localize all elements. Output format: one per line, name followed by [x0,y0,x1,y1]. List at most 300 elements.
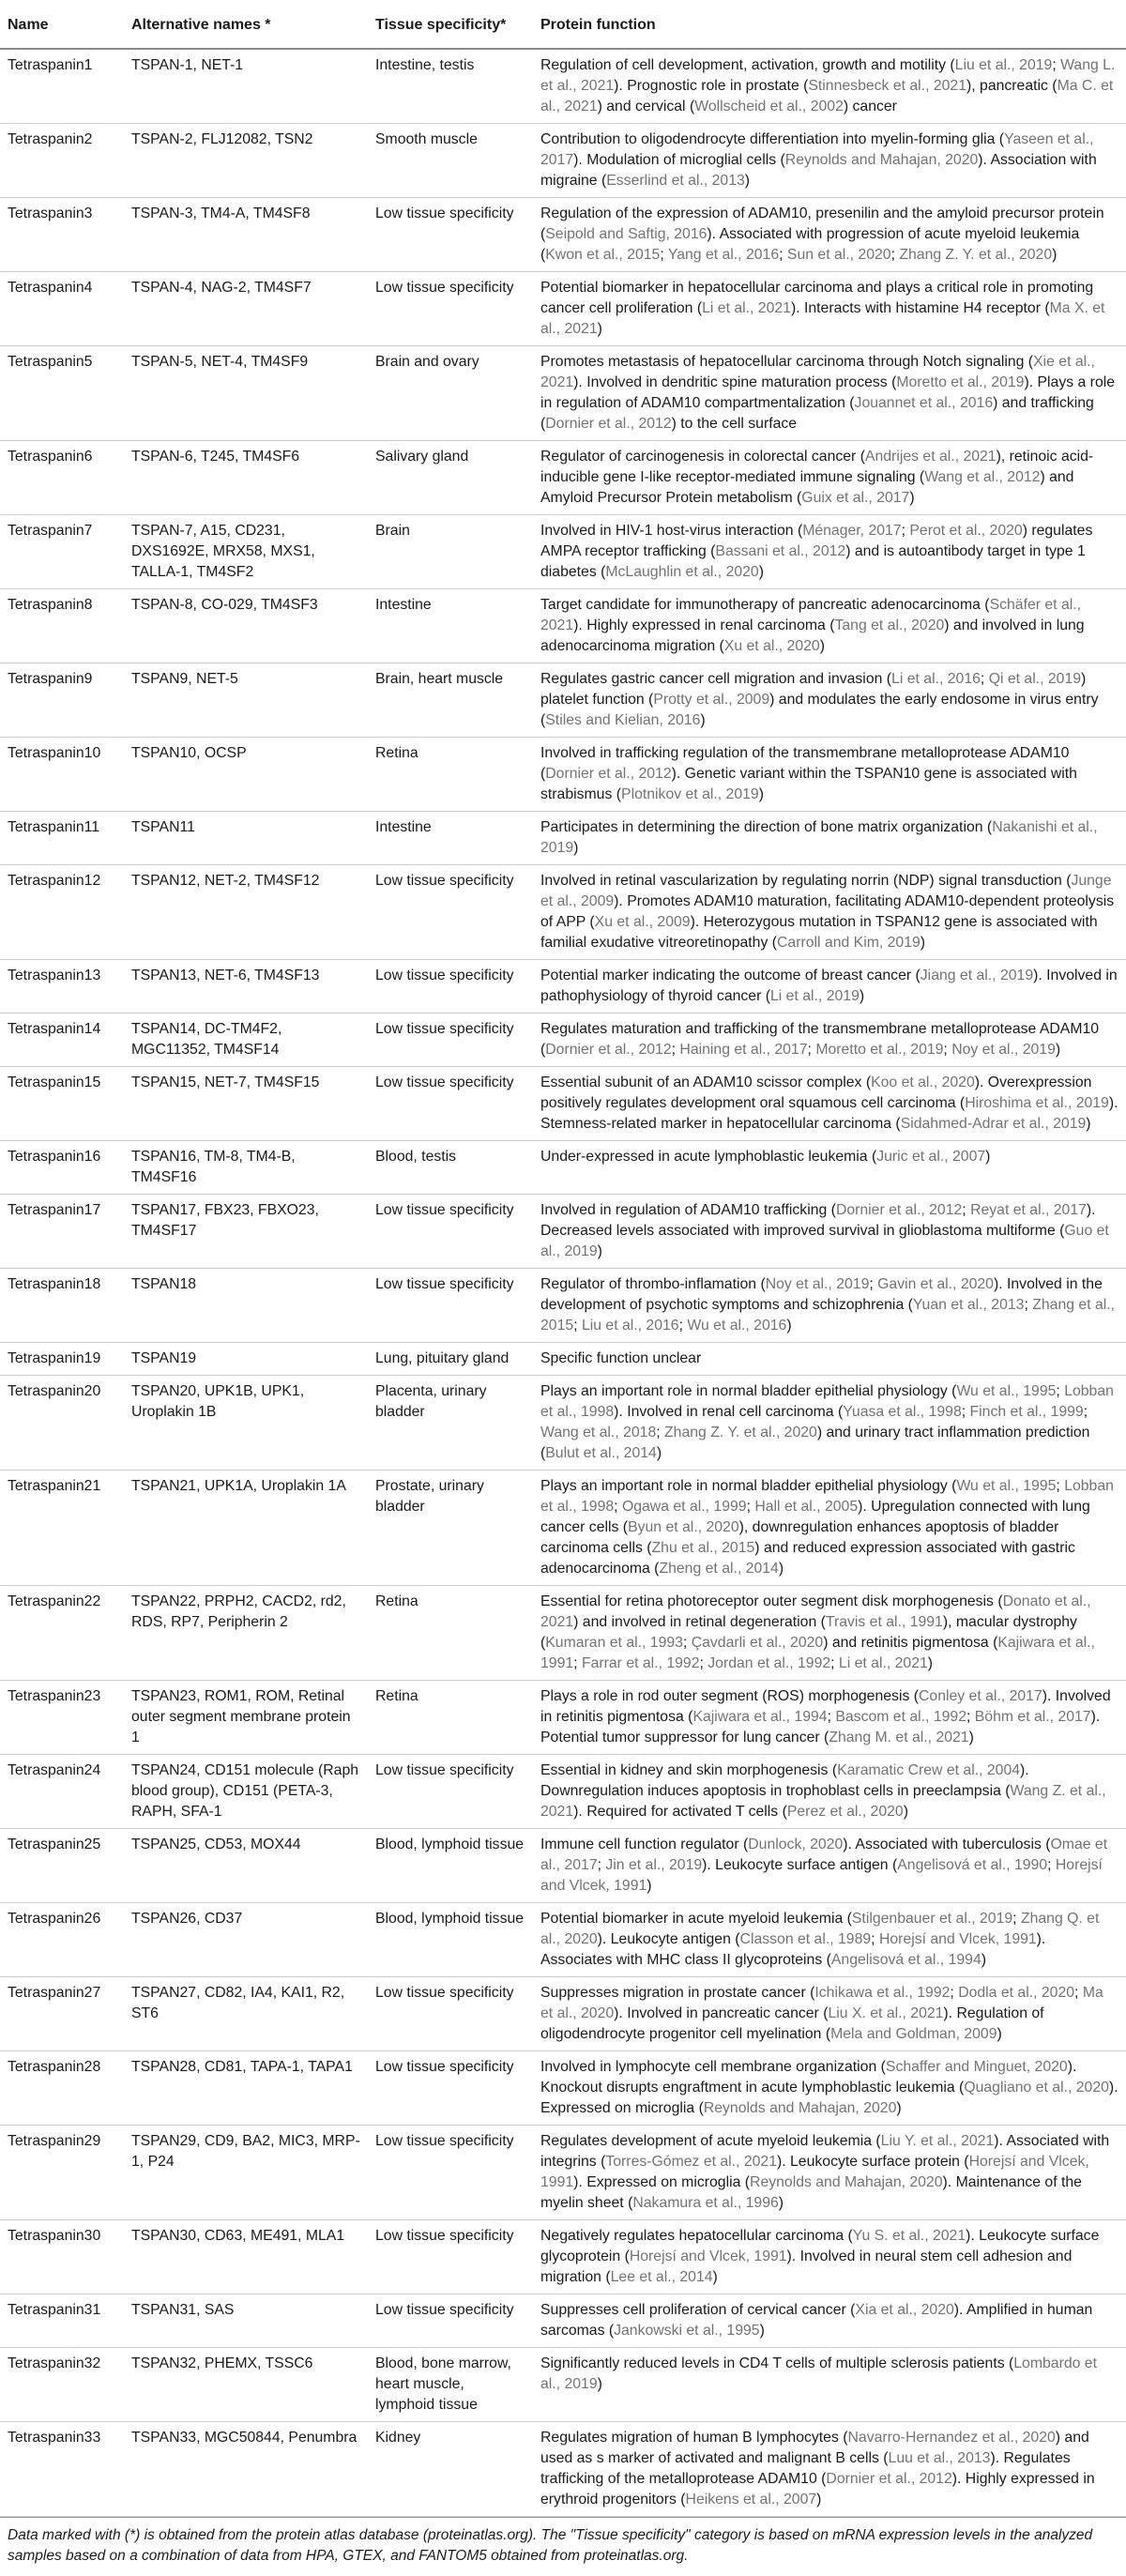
table-row [0,2126,1126,2220]
function-text: ). Decreased levels associated with improved survival in glioblastoma multiforme ( [540,1202,1096,1239]
function-text: ) [985,1149,991,1165]
function-text: Contribution to oligodendrocyte differentiation into myelin-forming glia ( [540,131,1005,147]
citation-link[interactable]: Ogawa et al., 1999 [621,1499,747,1515]
function-text: Potential marker indicating the outcome of breast cancer ( [540,968,921,983]
function-text: ) [920,935,926,951]
citation-link[interactable]: Noy et al., 2019 [765,1276,870,1292]
citation-link[interactable]: Navarro-Hernandez et al., 2020 [847,2430,1056,2446]
cell-protein-function [533,1977,1126,2051]
function-text: Essential in kidney and skin morphogenesis ( [540,1762,838,1778]
citation-link[interactable]: Horejsí and Vlcek, 1991 [878,1931,1037,1947]
citation-link[interactable]: Noy et al., 2019 [951,1042,1056,1058]
cell-alternative-names: TSPAN24, CD151 molecule (Raph blood group), CD151 (PETA-3, RAPH, SFA-1 [124,1755,368,1829]
table-row [0,1067,1126,1141]
cell-alternative-names: TSPAN26, CD37 [124,1903,368,1977]
table-row [0,515,1126,589]
cell-protein-function [533,1681,1126,1755]
citation-link[interactable]: Reynolds and Mahajan, 2020 [703,2100,897,2116]
cell-tissue-specificity: Prostate, urinary bladder [368,1471,533,1586]
cell-protein-function [533,1343,1126,1376]
citation-link[interactable]: Xu et al., 2009 [594,914,691,930]
citation-link[interactable]: Angelisová et al., 1990 [897,1857,1048,1873]
table-row [0,272,1126,346]
citation-link[interactable]: Esserlind et al., 2013 [606,173,745,189]
citation-link[interactable]: Dornier et al., 2012 [545,766,672,782]
function-text: ) [997,2026,1002,2042]
citation-link[interactable]: Dodla et al., 2020 [958,1985,1075,2001]
function-text: ). Involved in retinitis pigmentosa ( [540,1688,1111,1725]
function-text: ; [830,1655,839,1671]
citation-link[interactable]: Hall et al., 2005 [754,1499,859,1515]
citation-link[interactable]: Li et al., 2019 [770,988,860,1004]
cell-alternative-names: TSPAN-5, NET-4, TM4SF9 [124,346,368,441]
function-text: ) [597,1243,602,1259]
citation-link[interactable]: Kumaran et al., 1993 [545,1635,683,1651]
function-text: ) and trafficking ( [540,395,1094,432]
citation-link[interactable]: Perot et al., 2020 [909,523,1023,539]
citation-link[interactable]: Protty et al., 2009 [653,692,770,708]
citation-link[interactable]: Kajiwara et al., 1991 [540,1635,1095,1671]
function-text: Suppresses migration in prostate cancer ( [540,1985,815,2001]
table-body [0,49,1126,2517]
citation-link[interactable]: Juric et al., 2007 [876,1149,986,1165]
function-text: ) and reduced expression associated with gastric adenocarcinoma ( [540,1540,1075,1577]
cell-name: Tetraspanin12 [0,865,124,960]
citation-link[interactable]: Horejsí and Vlcek, 1991 [629,2248,787,2264]
cell-alternative-names: TSPAN31, SAS [124,2294,368,2348]
citation-link[interactable]: Stiles and Kielian, 2016 [545,712,701,728]
citation-link[interactable]: Zheng et al., 2014 [659,1561,779,1577]
function-text: ) and urinary tract inflammation prediction ( [540,1425,1090,1461]
table-row [0,2348,1126,2422]
function-text: ), retinoic acid-inducible gene I-like receptor-mediated immune signaling ( [540,449,1094,485]
citation-link[interactable]: Zhang Z. Y. et al., 2020 [899,247,1053,263]
citation-link[interactable]: Dornier et al., 2012 [826,2471,952,2487]
cell-name: Tetraspanin31 [0,2294,124,2348]
cell-protein-function [533,589,1126,663]
function-text: ) [816,2492,822,2507]
citation-link[interactable]: Luu et al., 2013 [888,2450,991,2466]
cell-tissue-specificity: Retina [368,1681,533,1755]
function-text: ) and involved in lung adenocarcinoma migration ( [540,617,1085,654]
cell-protein-function [533,124,1126,198]
cell-tissue-specificity: Low tissue specificity [368,272,533,346]
citation-link[interactable]: Li et al., 2016 [891,671,981,687]
citation-link[interactable]: Omae et al., 2017 [540,1837,1108,1873]
function-text: ) platelet function ( [540,671,1087,708]
function-text: Involved in lymphocyte cell membrane organization ( [540,2059,886,2075]
citation-link[interactable]: Bassani et al., 2012 [715,543,846,559]
citation-link[interactable]: Wu et al., 1995 [956,1383,1057,1399]
table-row [0,1343,1126,1376]
citation-link[interactable]: Conley et al., 2017 [919,1688,1042,1704]
function-text: Potential biomarker in hepatocellular carcinoma and plays a critical role in promoting cancer cell proliferation ( [540,280,1094,316]
function-text: ). Associated with integrins ( [540,2133,1110,2170]
citation-link[interactable]: Zhang Q. et al., 2020 [540,1911,1100,1947]
table-row [0,960,1126,1014]
cell-protein-function [533,1269,1126,1343]
citation-link[interactable]: Liu Y. et al., 2021 [880,2133,995,2149]
function-text: ) and is autoantibody target in type 1 diabetes ( [540,543,1086,580]
citation-link[interactable]: Reyat et al., 2017 [970,1202,1087,1218]
citation-link[interactable]: Gavin et al., 2020 [877,1276,994,1292]
citation-link[interactable]: Wang et al., 2012 [924,469,1041,485]
citation-link[interactable]: Kajiwara et al., 1994 [692,1709,828,1725]
cell-protein-function [533,1755,1126,1829]
citation-link[interactable]: Junge et al., 2009 [540,873,1112,909]
citation-link[interactable]: Liu et al., 2019 [954,57,1053,73]
function-text: ) [597,2376,602,2392]
function-text: Regulator of thrombo-inflamation ( [540,1276,766,1292]
function-text: ; [869,1276,878,1292]
function-text: ) and involved in retinal degeneration ( [573,1614,826,1630]
table-row [0,1829,1126,1903]
function-text: ). Involved in renal cell carcinoma ( [614,1404,844,1420]
function-text: Essential subunit of an ADAM10 scissor complex ( [540,1075,872,1090]
table-row [0,812,1126,865]
function-text: ; [660,247,668,263]
citation-link[interactable]: Jordan et al., 1992 [708,1655,831,1671]
function-text: Specific function unclear [540,1350,702,1366]
citation-link[interactable]: Xu et al., 2020 [723,638,820,654]
citation-link[interactable]: Carroll and Kim, 2019 [777,935,921,951]
citation-link[interactable]: Quagliano et al., 2020 [964,2080,1109,2096]
cell-tissue-specificity: Kidney [368,2422,533,2517]
cell-protein-function [533,2051,1126,2126]
citation-link[interactable]: Stinnesbeck et al., 2021 [808,78,966,94]
citation-link[interactable]: Xie et al., 2021 [540,354,1095,390]
citation-link[interactable]: Koo et al., 2020 [871,1075,975,1090]
cell-name: Tetraspanin8 [0,589,124,663]
citation-link[interactable]: Seipold and Saftig, 2016 [545,226,708,242]
citation-link[interactable]: Yang et al., 2016 [667,247,780,263]
cell-protein-function [533,346,1126,441]
citation-link[interactable]: Classon et al., 1989 [739,1931,872,1947]
function-text: ). Involved in the development of psychotic symptoms and schizophrenia ( [540,1276,1103,1313]
citation-link[interactable]: Lombardo et al., 2019 [540,2355,1097,2392]
citation-link[interactable]: Jouannet et al., 2016 [854,395,994,411]
function-text: ). Promotes ADAM10 maturation, facilitating ADAM10-dependent proteolysis of APP ( [540,893,1115,930]
citation-link[interactable]: Wu et al., 2016 [687,1318,787,1334]
function-text: ; [1083,1404,1088,1420]
citation-link[interactable]: Ma X. et al., 2021 [540,300,1105,337]
table-row [0,663,1126,738]
citation-link[interactable]: Guo et al., 2019 [540,1223,1109,1259]
table-footnote: Data marked with (*) is obtained from the protein atlas database (proteinatlas.org). The "Tissue specificity" category is based on mRNA expression levels in the analyzed samples based on a combination of data from HPA, GTEX, and FANTOM5 obtained from proteinatlas.org. [0,2517,1126,2576]
citation-link[interactable]: Horejsí and Vlcek, 1991 [540,1857,1103,1894]
function-text: ; [950,1985,959,2001]
citation-link[interactable]: Yuasa et al., 1998 [843,1404,962,1420]
citation-link[interactable]: Ma et al., 2020 [540,1985,1103,2021]
function-text: ) and Amyloid Precursor Protein metabolism ( [540,469,1074,506]
citation-link[interactable]: Perez et al., 2020 [786,1804,904,1820]
function-text: Involved in HIV-1 host-virus interaction ( [540,523,803,539]
citation-link[interactable]: Farrar et al., 1992 [581,1655,700,1671]
cell-tissue-specificity: Low tissue specificity [368,1067,533,1141]
citation-link[interactable]: Plotnikov et al., 2019 [621,786,759,802]
cell-alternative-names: TSPAN25, CD53, MOX44 [124,1829,368,1903]
function-text: ) [573,840,579,856]
function-text: ; [966,1709,975,1725]
function-text: ; [671,1042,680,1058]
cell-tissue-specificity: Low tissue specificity [368,1755,533,1829]
function-text: ). Downregulation induces apoptosis in trophoblast cells in preeclampsia ( [540,1762,1029,1799]
citation-link[interactable]: Karamatic Crew et al., 2004 [837,1762,1021,1778]
cell-protein-function [533,1141,1126,1195]
citation-link[interactable]: Wollscheid et al., 2002 [694,99,844,114]
cell-tissue-specificity: Brain [368,515,533,589]
citation-link[interactable]: Li et al., 2021 [702,300,791,316]
cell-name: Tetraspanin19 [0,1343,124,1376]
function-text: ; [682,1635,692,1651]
function-text: Negatively regulates hepatocellular carcinoma ( [540,2228,853,2244]
function-text: ) [981,1952,986,1968]
cell-name: Tetraspanin16 [0,1141,124,1195]
function-text: ) [927,1655,934,1671]
table-row [0,124,1126,198]
cell-name: Tetraspanin27 [0,1977,124,2051]
cell-tissue-specificity: Smooth muscle [368,124,533,198]
cell-tissue-specificity: Low tissue specificity [368,2220,533,2294]
function-text: ). Regulation of oligodendrocyte progenitor cell myelination ( [540,2005,1044,2042]
citation-link[interactable]: Zhang et al., 2015 [540,1297,1116,1334]
citation-link[interactable]: Liu X. et al., 2021 [828,2005,944,2021]
function-text: ; [961,1404,970,1420]
citation-link[interactable]: Lobban et al., 1998 [540,1478,1114,1515]
citation-link[interactable]: Guix et al., 2017 [801,490,910,506]
cell-protein-function [533,960,1126,1014]
cell-protein-function [533,272,1126,346]
cell-name: Tetraspanin6 [0,441,124,515]
function-text: ; [1074,1985,1083,2001]
citation-link[interactable]: Schaffer and Minguet, 2020 [885,2059,1068,2075]
cell-protein-function [533,2220,1126,2294]
citation-link[interactable]: Liu et al., 2016 [581,1318,679,1334]
cell-alternative-names: TSPAN12, NET-2, TM4SF12 [124,865,368,960]
citation-link[interactable]: Nakanishi et al., 2019 [540,819,1098,856]
citation-link[interactable]: Lobban et al., 1998 [540,1383,1114,1420]
function-text: Potential biomarker in acute myeloid leukemia ( [540,1911,852,1927]
cell-tissue-specificity: Placenta, urinary bladder [368,1376,533,1471]
function-text: ; [678,1318,688,1334]
function-text: ; [890,247,900,263]
header-name: Name [0,0,124,49]
citation-link[interactable]: Stilgenbauer et al., 2019 [851,1911,1013,1927]
cell-protein-function [533,812,1126,865]
citation-link[interactable]: Hiroshima et al., 2019 [965,1095,1109,1111]
function-text: ) [1086,1116,1091,1132]
cell-alternative-names: TSPAN-4, NAG-2, TM4SF7 [124,272,368,346]
citation-link[interactable]: Ménager, 2017 [802,523,902,539]
cell-tissue-specificity: Intestine [368,812,533,865]
citation-link[interactable]: Nakamura et al., 1996 [632,2195,779,2211]
cell-name: Tetraspanin21 [0,1471,124,1586]
cell-tissue-specificity: Low tissue specificity [368,198,533,272]
cell-protein-function [533,1829,1126,1903]
cell-alternative-names: TSPAN14, DC-TM4F2, MGC11352, TM4SF14 [124,1014,368,1067]
function-text: ) [903,1804,908,1820]
cell-protein-function [533,865,1126,960]
function-text: ). Genetic variant within the TSPAN10 gene is associated with strabismus ( [540,766,1077,802]
function-text: ), downregulation enhances apoptosis of bladder carcinoma cells ( [540,1519,1059,1556]
citation-link[interactable]: Haining et al., 2017 [679,1042,808,1058]
citation-link[interactable]: Mela and Goldman, 2009 [830,2026,997,2042]
citation-link[interactable]: Yuan et al., 2013 [912,1297,1025,1313]
citation-link[interactable]: Torres-Gómez et al., 2021 [605,2154,777,2170]
citation-link[interactable]: Wang Z. et al., 2021 [540,1783,1106,1820]
function-text: ). Required for activated T cells ( [573,1804,787,1820]
citation-link[interactable]: Byun et al., 2020 [628,1519,739,1535]
citation-link[interactable]: Finch et al., 1999 [969,1404,1084,1420]
citation-link[interactable]: Donato et al., 2021 [540,1593,1091,1630]
function-text: Plays a role in rod outer segment (ROS) morphogenesis ( [540,1688,919,1704]
function-text: Suppresses cell proliferation of cervical cancer ( [540,2302,856,2318]
citation-link[interactable]: Yaseen et al., 2017 [540,131,1094,168]
function-text: ) [712,2269,718,2285]
citation-link[interactable]: Sun et al., 2020 [786,247,891,263]
function-text: Regulation of the expression of ADAM10, presenilin and the amyloid precursor protein ( [540,206,1104,242]
function-text: ) and retinitis pigmentosa ( [823,1635,998,1651]
function-text: ). Stemness-related marker in hepatocellular carcinoma ( [540,1095,1118,1132]
function-text: ) [759,2323,765,2339]
cell-alternative-names: TSPAN20, UPK1B, UPK1, Uroplakin 1B [124,1376,368,1471]
function-text: Regulates maturation and trafficking of the transmembrane metalloprotease ADAM10 ( [540,1021,1100,1058]
function-text: Essential for retina photoreceptor outer segment disk morphogenesis ( [540,1593,1003,1609]
cell-name: Tetraspanin29 [0,2126,124,2220]
citation-link[interactable]: Xia et al., 2020 [855,2302,954,2318]
citation-link[interactable]: Zhang Z. Y. et al., 2020 [664,1425,817,1440]
citation-link[interactable]: Schäfer et al., 2021 [540,597,1082,633]
citation-link[interactable]: Reynolds and Mahajan, 2020 [784,152,979,168]
cell-name: Tetraspanin18 [0,1269,124,1343]
cell-alternative-names: TSPAN-1, NET-1 [124,49,368,124]
citation-link[interactable]: Dunlock, 2020 [748,1837,844,1852]
cell-protein-function [533,1903,1126,1977]
cell-name: Tetraspanin20 [0,1376,124,1471]
citation-link[interactable]: Sidahmed-Adrar et al., 2019 [900,1116,1087,1132]
citation-link[interactable]: Dornier et al., 2012 [545,1042,672,1058]
citation-link[interactable]: Yu S. et al., 2021 [852,2228,966,2244]
citation-link[interactable]: McLaughlin et al., 2020 [605,564,759,580]
function-text: ) [778,2195,784,2211]
cell-name: Tetraspanin13 [0,960,124,1014]
citation-link[interactable]: Moretto et al., 2019 [896,374,1025,390]
citation-link[interactable]: Wang L. et al., 2021 [540,57,1116,94]
table-row [0,1269,1126,1343]
citation-link[interactable]: Jiang et al., 2019 [920,968,1034,983]
function-text: Target candidate for immunotherapy of pancreatic adenocarcinoma ( [540,597,990,613]
cell-name: Tetraspanin9 [0,663,124,738]
citation-link[interactable]: Tang et al., 2020 [834,617,945,633]
function-text: Plays an important role in normal bladder epithelial physiology ( [540,1478,957,1494]
function-text: ) regulates AMPA receptor trafficking ( [540,523,1093,559]
function-text: ) and modulates the early endosome in virus entry ( [540,692,1099,728]
function-text: ; [1056,1478,1065,1494]
table-row [0,1681,1126,1755]
citation-link[interactable]: Ma C. et al., 2021 [540,78,1114,114]
citation-link[interactable]: Travis et al., 1991 [825,1614,943,1630]
function-text: ; [807,1042,816,1058]
cell-alternative-names: TSPAN-2, FLJ12082, TSN2 [124,124,368,198]
citation-link[interactable]: Ichikawa et al., 1992 [814,1985,951,2001]
citation-link[interactable]: Andrijes et al., 2021 [864,449,997,465]
citation-link[interactable]: Dornier et al., 2012 [835,1202,963,1218]
citation-link[interactable]: Jankowski et al., 1995 [614,2323,760,2339]
citation-link[interactable]: Qi et al., 2019 [988,671,1082,687]
cell-alternative-names: TSPAN9, NET-5 [124,663,368,738]
citation-link[interactable]: Lee et al., 2014 [610,2269,713,2285]
function-text: ; [573,1318,582,1334]
citation-link[interactable]: Wang et al., 2018 [540,1425,657,1440]
function-text: ; [943,1042,952,1058]
citation-link[interactable]: Jin et al., 2019 [605,1857,703,1873]
citation-link[interactable]: Angelisová et al., 1994 [830,1952,981,1968]
cell-tissue-specificity: Brain, heart muscle [368,663,533,738]
function-text: ) cancer [843,99,897,114]
cell-name: Tetraspanin4 [0,272,124,346]
cell-protein-function [533,1067,1126,1141]
citation-link[interactable]: Zhang M. et al., 2021 [829,1730,969,1745]
citation-link[interactable]: Heikens et al., 2007 [685,2492,817,2507]
cell-alternative-names: TSPAN17, FBX23, FBXO23, TM4SF17 [124,1195,368,1269]
function-text: ; [871,1931,879,1947]
header-protein-function: Protein function [533,0,1126,49]
citation-link[interactable]: Bascom et al., 1992 [835,1709,966,1725]
cell-name: Tetraspanin17 [0,1195,124,1269]
function-text: ; [656,1425,665,1440]
cell-alternative-names: TSPAN13, NET-6, TM4SF13 [124,960,368,1014]
function-text: ; [573,1655,582,1671]
cell-name: Tetraspanin22 [0,1586,124,1681]
function-text: ; [962,1202,971,1218]
table-row [0,2051,1126,2126]
function-text: ). Potential tumor suppressor for lung cancer ( [540,1709,1101,1745]
function-text: Promotes metastasis of hepatocellular carcinoma through Notch signaling ( [540,354,1034,370]
citation-link[interactable]: Böhm et al., 2017 [974,1709,1091,1725]
citation-link[interactable]: Çavdarli et al., 2020 [691,1635,824,1651]
function-text: ; [827,1709,836,1725]
citation-link[interactable]: Zhu et al., 2015 [651,1540,755,1556]
cell-protein-function [533,738,1126,812]
function-text: ) [819,638,825,654]
function-text: ). Involved in pancreatic cancer ( [614,2005,829,2021]
function-text: ). Associated with tuberculosis ( [843,1837,1051,1852]
cell-name: Tetraspanin1 [0,49,124,124]
function-text: ). Knockout disrupts engraftment in acute lymphoblastic leukemia ( [540,2059,1077,2096]
table-row [0,865,1126,960]
table-row [0,738,1126,812]
citation-link[interactable]: Horejsí and Vlcek, 1991 [540,2154,1089,2190]
citation-link[interactable]: Li et al., 2021 [838,1655,928,1671]
function-text: ). Involved in pathophysiology of thyroid cancer ( [540,968,1118,1004]
citation-link[interactable]: Kwon et al., 2015 [545,247,661,263]
cell-name: Tetraspanin2 [0,124,124,198]
citation-link[interactable]: Reynolds and Mahajan, 2020 [750,2174,943,2190]
citation-link[interactable]: Moretto et al., 2019 [815,1042,944,1058]
header-row [0,0,1126,49]
function-text: ). Modulation of microglial cells ( [573,152,785,168]
cell-name: Tetraspanin33 [0,2422,124,2517]
function-text: ) and cervical ( [597,99,695,114]
citation-link[interactable]: Dornier et al., 2012 [545,416,672,432]
cell-name: Tetraspanin25 [0,1829,124,1903]
citation-link[interactable]: Wu et al., 1995 [956,1478,1057,1494]
function-text: ; [980,671,989,687]
cell-tissue-specificity: Intestine [368,589,533,663]
function-text: ; [779,247,787,263]
citation-link[interactable]: Bulut et al., 2014 [545,1445,657,1461]
table-row [0,589,1126,663]
